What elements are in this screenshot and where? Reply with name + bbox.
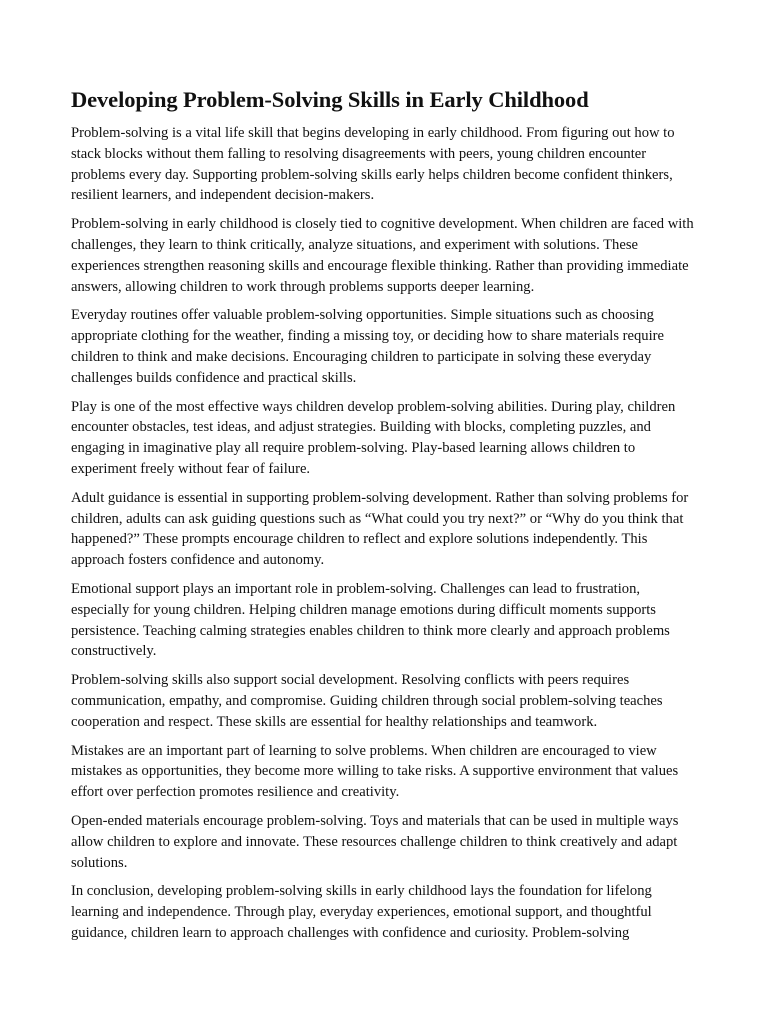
paragraph-mistakes: Mistakes are an important part of learning to solve problems. When children are encouraged to view mistakes as opportunities, they become more willing to take risks. A supportive environment that values effort over perfection promotes resilience and creativity. [71, 742, 679, 801]
paragraph-emotional-support: Emotional support plays an important role in problem-solving. Challenges can lead to frustration, especially for young children. Helping children manage emotions during difficult moments supports persistence. Teaching calming strategies enables children to think more clearly and approach problems constructively. [71, 580, 670, 660]
paragraph-everyday-routines: Everyday routines offer valuable problem-solving opportunities. Simple situations such as choosing appropriate clothing for the weather, finding a missing toy, or deciding how to share materials require children to think and make decisions. Encouraging children to participate in solving these everyday challenges builds confidence and practical skills. [71, 307, 664, 386]
page-title: Developing Problem-Solving Skills in Early Childhood [71, 87, 589, 112]
paragraph-play: Play is one of the most effective ways children develop problem-solving abilities. During play, children encounter obstacles, test ideas, and adjust strategies. Building with blocks, completing puzzles, and engaging in imaginative play all require problem-solving. Play-based learning allows children to experiment freely without fear of failure. [71, 398, 676, 477]
paragraph-adult-guidance: Adult guidance is essential in supporting problem-solving development. Rather than solving problems for children, adults can ask guiding questions such as “What could you try next?” or “Why do you think that happened?” These prompts encourage children to reflect and explore solutions independently. This approach fosters confidence and autonomy. [71, 489, 689, 569]
paragraph-open-ended-materials: Open-ended materials encourage problem-solving. Toys and materials that can be used in multiple ways allow children to explore and innovate. These resources challenge children to think creatively and adapt solutions. [71, 812, 679, 871]
paragraph-conclusion: In conclusion, developing problem-solving skills in early childhood lays the foundation for lifelong learning and independence. Through play, everyday experiences, emotional support, and thoughtful guidance, children learn to approach challenges with confidence and curiosity. Problem-solving [71, 883, 652, 941]
paragraph-intro: Problem-solving is a vital life skill that begins developing in early childhood. From figuring out how to stack blocks without them falling to resolving disagreements with peers, young children encounter problems every day. Supporting problem-solving skills early helps children become confident thinkers, resilient learners, and independent decision-makers. [71, 125, 675, 204]
document-page [71, 84, 701, 952]
paragraph-social-development: Problem-solving skills also support social development. Resolving conflicts with peers requires communication, empathy, and compromise. Guiding children through social problem-solving teaches cooperation and respect. These skills are essential for healthy relationships and teamwork. [71, 672, 663, 730]
paragraph-cognitive-development: Problem-solving in early childhood is closely tied to cognitive development. When children are faced with challenges, they learn to think critically, analyze situations, and experiment with solutions. These experiences strengthen reasoning skills and encourage flexible thinking. Rather than providing immediate answers, allowing children to work through problems supports deeper learning. [71, 216, 694, 295]
